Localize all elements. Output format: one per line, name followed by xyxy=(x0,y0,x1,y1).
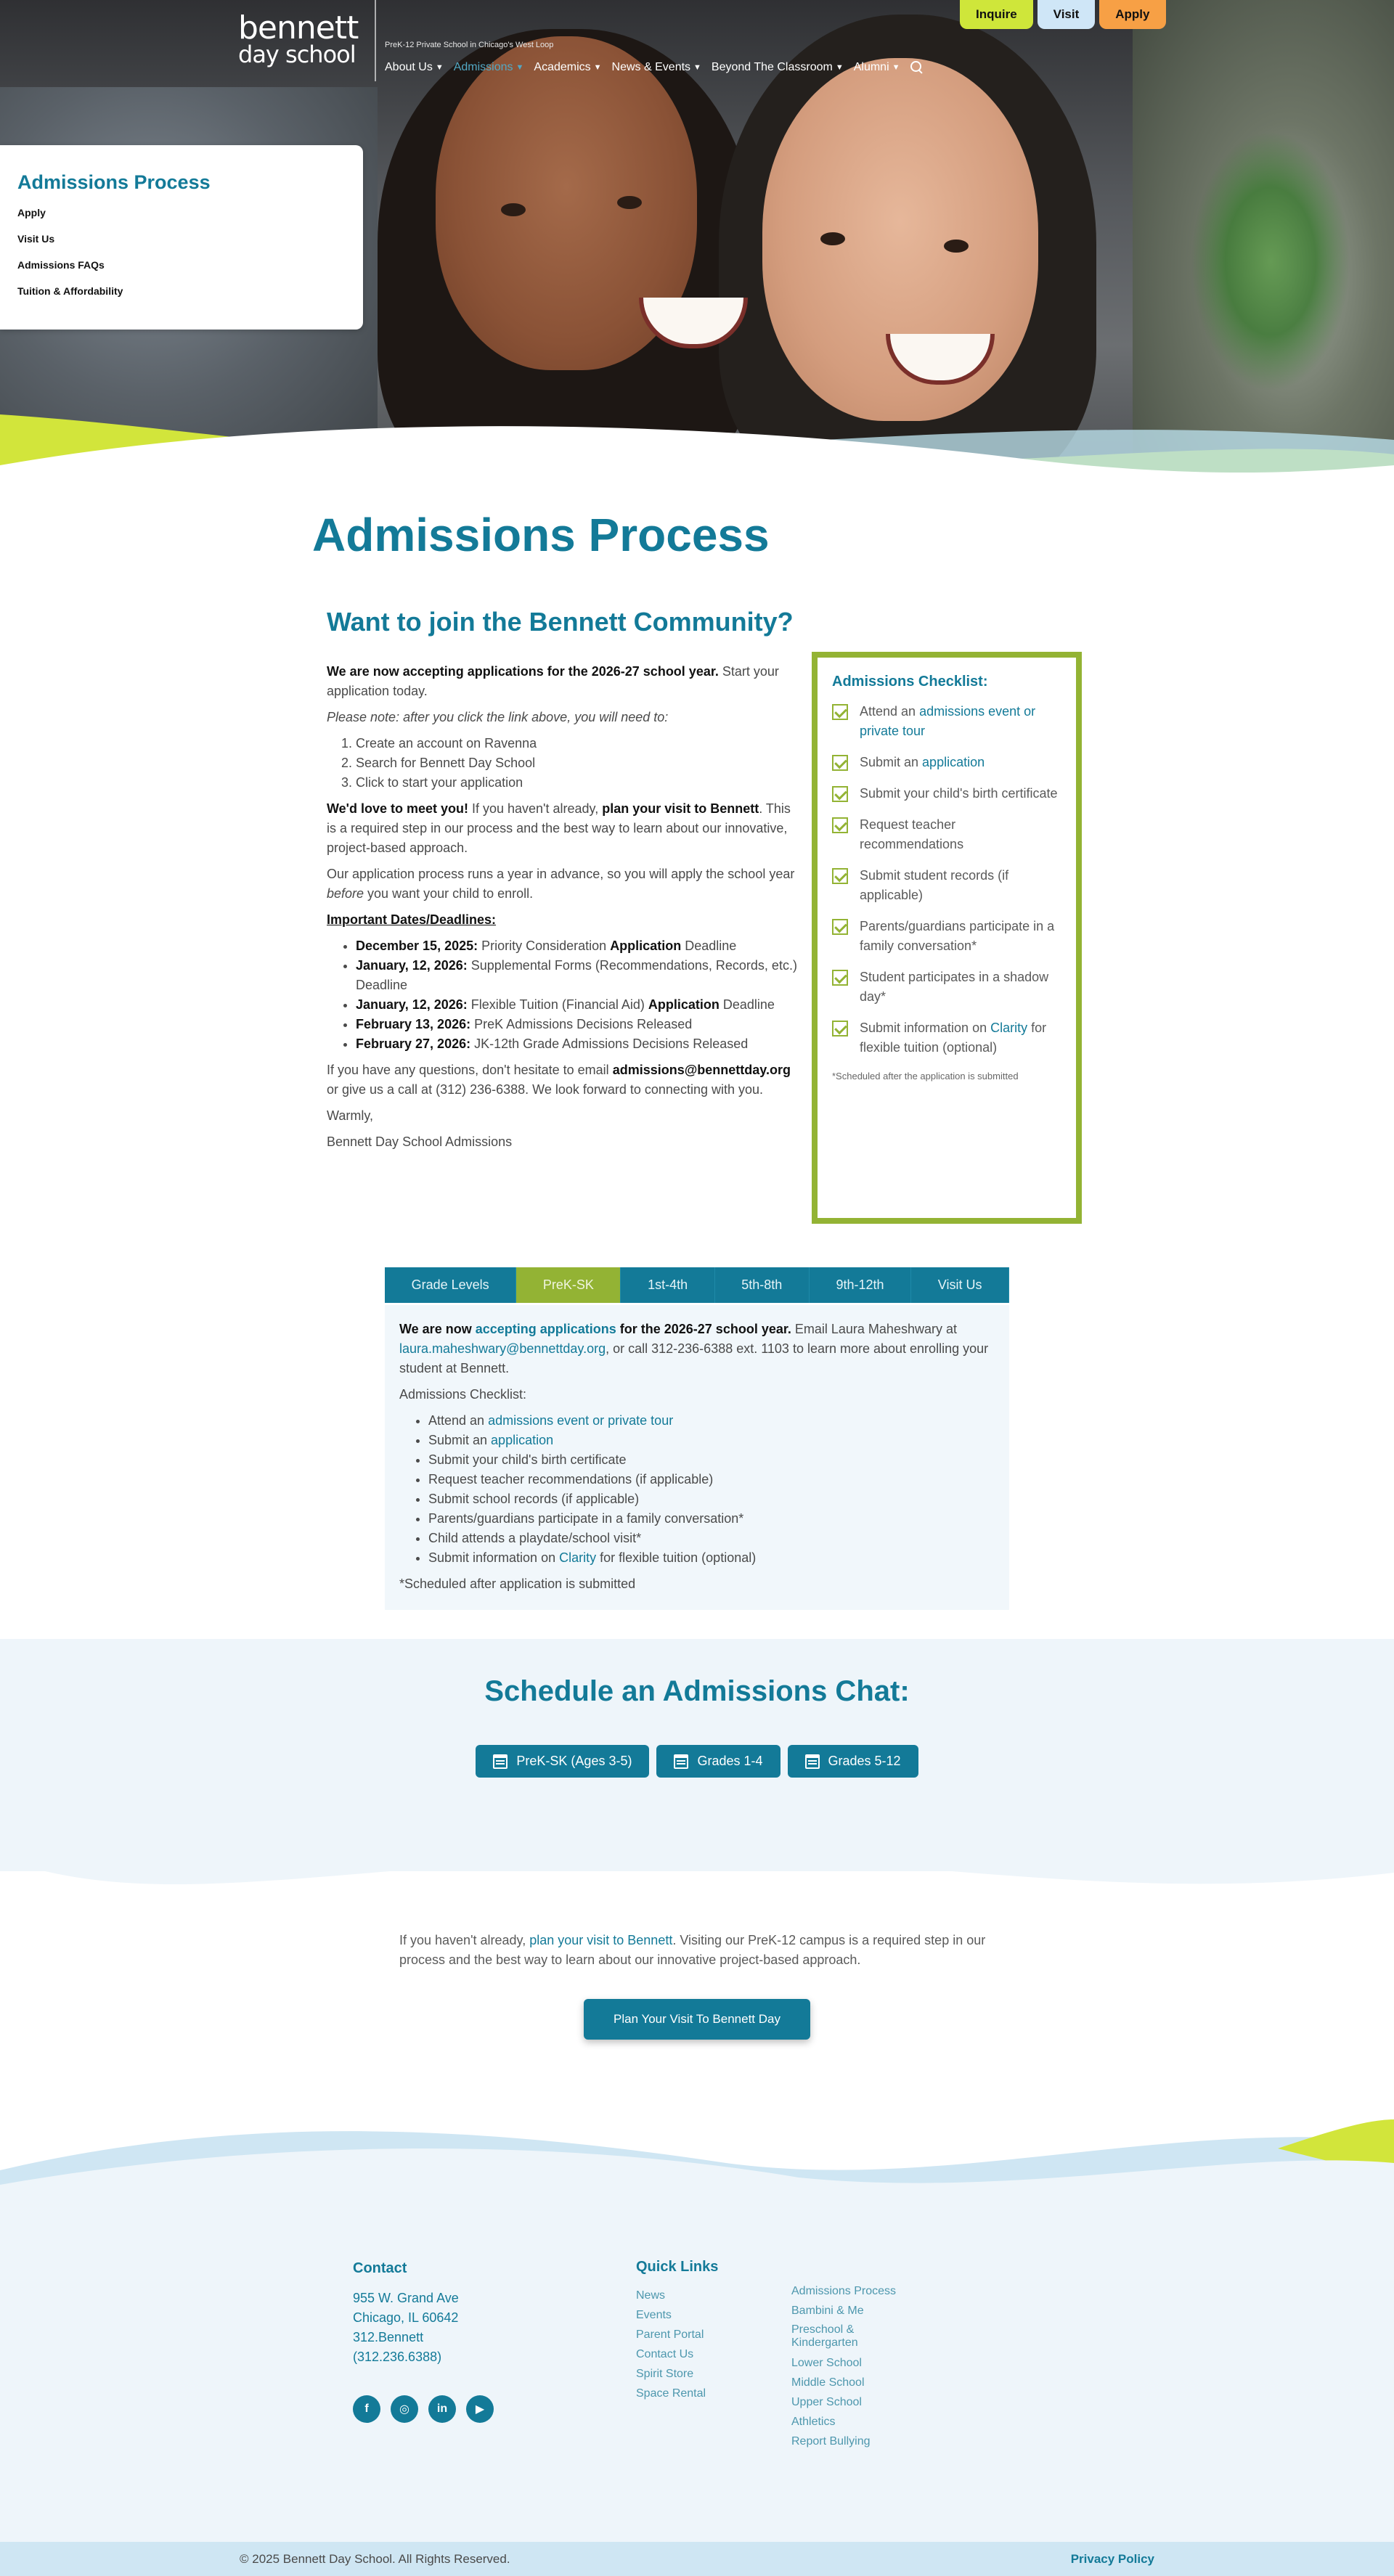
text: Attend an xyxy=(428,1413,489,1428)
checkbox-icon xyxy=(832,755,848,771)
checklist-text xyxy=(860,1018,1061,1058)
nav-admissions[interactable] xyxy=(454,61,524,74)
tab-prek-sk[interactable]: PreK-SK xyxy=(516,1267,621,1303)
date: December 15, 2025: xyxy=(356,939,478,953)
main-nav xyxy=(385,61,924,74)
bold-text: We are now xyxy=(399,1322,476,1336)
footer-link[interactable]: Events xyxy=(636,2309,672,2321)
footer-link[interactable]: Space Rental xyxy=(636,2387,706,2400)
footer-link[interactable]: Contact Us xyxy=(636,2348,694,2360)
tab-panel-prek-sk xyxy=(385,1305,1009,1610)
admissions-checklist xyxy=(812,652,1082,1224)
hero-wave-divider xyxy=(0,414,1394,494)
eye xyxy=(501,203,526,216)
tab-footnote: *Scheduled after application is submitted xyxy=(399,1577,636,1591)
schedule-grades-5-12-button[interactable] xyxy=(788,1745,918,1778)
clarity-link[interactable]: Clarity xyxy=(990,1021,1028,1035)
intro-text: Start your application today. xyxy=(327,664,779,698)
text: . Visiting our PreK-12 campus is a required step in our process and the best way to learn about our innovative project-based approach. xyxy=(399,1933,986,1967)
logo-line-1: bennett xyxy=(238,9,359,46)
eye xyxy=(820,232,845,245)
text: , or call 312-236-6388 ext. 1103 to learn more about enrolling your student at Bennett. xyxy=(399,1341,989,1375)
bennett-logo[interactable] xyxy=(238,9,359,68)
eye xyxy=(944,240,969,253)
checkbox-icon xyxy=(832,970,848,986)
checklist-text: Parents/guardians participate in a family conversation* xyxy=(860,919,1055,953)
address-line: 955 W. Grand Ave xyxy=(353,2291,459,2305)
nav-label: Academics xyxy=(534,61,591,73)
calendar-icon xyxy=(805,1754,820,1769)
privacy-policy-link[interactable]: Privacy Policy xyxy=(1070,2552,1154,2566)
list-item xyxy=(428,1548,995,1568)
tab-checklist xyxy=(428,1411,995,1568)
button-label: Grades 5-12 xyxy=(828,1754,901,1768)
list-item: 3. Click to start your application xyxy=(356,773,800,793)
checklist-text: Submit your child's birth certificate xyxy=(860,786,1058,801)
checklist-text xyxy=(860,702,1061,741)
list-item xyxy=(356,936,800,956)
visit-paragraph xyxy=(327,799,800,858)
dates-heading: Important Dates/Deadlines: xyxy=(327,912,497,927)
schedule-title: Schedule an Admissions Chat: xyxy=(484,1675,910,1707)
tab-visit-us[interactable]: Visit Us xyxy=(911,1267,1009,1303)
date: January, 12, 2026: xyxy=(356,997,468,1012)
list-item xyxy=(428,1411,995,1431)
tab-checklist-label: Admissions Checklist: xyxy=(399,1387,527,1402)
footer-link[interactable]: Middle School xyxy=(791,2376,865,2389)
checklist-item xyxy=(832,917,1061,956)
tagline: PreK-12 Private School in Chicago's West Loop xyxy=(385,41,554,49)
youtube-icon[interactable]: ▶ xyxy=(466,2395,494,2423)
intro-paragraph xyxy=(327,662,800,701)
signoff-warmly: Warmly, xyxy=(327,1108,373,1123)
list-item xyxy=(356,1034,800,1054)
bold-text: for the 2026-27 school year. xyxy=(616,1322,791,1336)
schedule-grades-1-4-button[interactable] xyxy=(656,1745,780,1778)
list-item xyxy=(356,956,800,995)
footer-link[interactable]: Upper School xyxy=(791,2396,862,2408)
checklist-text xyxy=(860,753,985,772)
logo-divider xyxy=(375,0,376,81)
checklist-item xyxy=(832,1018,1061,1058)
checkbox-icon xyxy=(832,704,848,720)
emphasis: before xyxy=(327,886,364,901)
footer-link[interactable]: Lower School xyxy=(791,2357,862,2369)
site-footer xyxy=(0,2192,1394,2542)
text: Attend an xyxy=(860,704,920,719)
nav-news-events[interactable] xyxy=(612,61,701,74)
clarity-link[interactable]: Clarity xyxy=(559,1550,597,1565)
plan-visit-link[interactable]: plan your visit to Bennett xyxy=(602,801,759,816)
grade-level-tabs xyxy=(385,1267,1009,1303)
contact-paragraph xyxy=(327,1060,800,1100)
plant-image xyxy=(1191,131,1350,392)
checklist-item xyxy=(832,866,1061,905)
application-link[interactable]: application xyxy=(491,1433,554,1447)
admissions-event-link[interactable]: admissions event or private tour xyxy=(488,1413,674,1428)
accepting-applications-link[interactable]: accepting applications xyxy=(475,1322,616,1336)
list-item: • Submit your child's birth certificate xyxy=(428,1450,995,1470)
chevron-down-icon: ▼ xyxy=(593,63,602,72)
text: or give us a call at (312) 236-6388. We look forward to connecting with you. xyxy=(327,1082,763,1097)
nav-label: Beyond The Classroom xyxy=(711,61,833,73)
phone-link[interactable]: (312.236.6388) xyxy=(353,2350,442,2364)
email-link[interactable]: admissions@bennettday.org xyxy=(612,1063,791,1077)
facebook-icon[interactable]: f xyxy=(353,2395,380,2423)
bold-text: Application xyxy=(648,997,720,1012)
text: for flexible tuition (optional) xyxy=(860,1021,1047,1055)
footer-link[interactable]: Report Bullying xyxy=(791,2435,871,2448)
list-item xyxy=(428,1431,995,1450)
footer-link[interactable]: Admissions Process xyxy=(791,2285,897,2297)
checklist-item xyxy=(832,753,1061,772)
calendar-icon xyxy=(674,1754,688,1769)
button-label: Grades 1-4 xyxy=(697,1754,763,1768)
schedule-wave-divider xyxy=(0,1829,1394,1916)
footer-contact-title: Contact xyxy=(353,2260,407,2276)
footer-link[interactable]: Bambini & Me xyxy=(791,2305,864,2317)
nav-about-us[interactable] xyxy=(385,61,444,74)
copyright-bar xyxy=(0,2542,1394,2576)
intro-bold[interactable]: We are now accepting applications for the 2026-27 school year. xyxy=(327,664,719,679)
section-sidebar xyxy=(0,145,363,330)
footer-contact xyxy=(353,2259,459,2367)
nav-label: Admissions xyxy=(453,61,513,73)
checkbox-icon xyxy=(832,919,848,935)
chevron-down-icon: ▼ xyxy=(693,63,701,72)
checklist-item xyxy=(832,702,1061,741)
checklist-text: Submit student records (if applicable) xyxy=(860,868,1009,902)
tab-grade-levels[interactable]: Grade Levels xyxy=(385,1267,516,1303)
logo-line-2: day school xyxy=(238,41,356,68)
chevron-down-icon: ▼ xyxy=(435,63,444,72)
checkbox-icon xyxy=(832,1021,848,1036)
address-line: Chicago, IL 60642 xyxy=(353,2310,459,2325)
admissions-event-link[interactable]: admissions event or private tour xyxy=(860,704,1036,738)
instagram-icon[interactable]: ◎ xyxy=(391,2395,418,2423)
list-item xyxy=(356,995,800,1015)
sidebar-item-faqs[interactable]: Admissions FAQs xyxy=(17,259,105,271)
bold-text: We'd love to meet you! xyxy=(327,801,468,816)
text: Email Laura Maheshwary at xyxy=(791,1322,957,1336)
chevron-down-icon: ▼ xyxy=(835,63,844,72)
linkedin-icon[interactable]: in xyxy=(428,2395,456,2423)
quick-links-col-1 xyxy=(636,2286,718,2403)
list-item: 2. Search for Bennett Day School xyxy=(356,753,800,773)
nav-beyond-classroom[interactable] xyxy=(712,61,844,74)
checklist-title: Admissions Checklist: xyxy=(832,674,988,690)
phone-link[interactable]: 312.Bennett xyxy=(353,2330,424,2344)
footer-link[interactable]: News xyxy=(636,2289,666,2302)
footer-quick-links xyxy=(636,2259,718,2403)
schedule-buttons xyxy=(0,1745,1394,1778)
copyright-text: © 2025 Bennett Day School. All Rights Reserved. xyxy=(240,2552,510,2566)
email-link[interactable]: laura.maheshwary@bennettday.org xyxy=(399,1341,606,1356)
tab-intro xyxy=(399,1320,995,1378)
sidebar-item-visit-us[interactable]: Visit Us xyxy=(17,233,55,245)
checkbox-icon xyxy=(832,817,848,833)
nav-label: About Us xyxy=(385,61,433,73)
text: Submit an xyxy=(428,1433,492,1447)
sidebar-title: Admissions Process xyxy=(17,171,211,193)
admissions-intro xyxy=(327,662,800,1158)
text: . This is a required step in our process and the best way to learn about our innovative, project-based approach. xyxy=(327,801,791,855)
plan-visit-button[interactable]: Plan Your Visit To Bennett Day xyxy=(584,1999,810,2040)
inquire-button[interactable]: Inquire xyxy=(960,0,1033,29)
signoff-name: Bennett Day School Admissions xyxy=(327,1134,513,1149)
footer-quick-title: Quick Links xyxy=(636,2259,719,2275)
text: Supplemental Forms (Recommendations, Records, etc.) Deadline xyxy=(356,958,797,992)
date: February 13, 2026: xyxy=(356,1017,471,1031)
text: Submit information on xyxy=(428,1550,560,1565)
text: Our application process runs a year in advance, so you will apply the school year xyxy=(327,867,795,881)
list-item: 1. Create an account on Ravenna xyxy=(356,734,800,753)
checkbox-icon xyxy=(832,868,848,884)
plan-visit-text xyxy=(399,1931,995,1970)
list-item: • Parents/guardians participate in a family conversation* xyxy=(428,1509,995,1529)
bold-text: Application xyxy=(610,939,682,953)
timing-paragraph xyxy=(327,864,800,904)
text: Deadline xyxy=(681,939,737,953)
text: for flexible tuition (optional) xyxy=(596,1550,757,1565)
checklist-item xyxy=(832,815,1061,854)
eye xyxy=(617,196,642,209)
text: Priority Consideration xyxy=(478,939,611,953)
text: If you haven't already, xyxy=(468,801,603,816)
visit-button[interactable]: Visit xyxy=(1038,0,1096,29)
date: January, 12, 2026: xyxy=(356,958,468,973)
text: JK-12th Grade Admissions Decisions Released xyxy=(470,1036,749,1051)
page-title: Admissions Process xyxy=(312,509,770,561)
note-text: Please note: after you click the link above, you will need to: xyxy=(327,710,669,724)
date: February 27, 2026: xyxy=(356,1036,471,1051)
chevron-down-icon: ▼ xyxy=(515,63,524,72)
text: Submit an xyxy=(860,755,923,769)
steps-list xyxy=(356,734,800,793)
social-links xyxy=(353,2395,494,2423)
nav-alumni[interactable] xyxy=(854,61,900,74)
checklist-footnote: *Scheduled after the application is submitted xyxy=(832,1071,1019,1081)
quick-links-col-2 xyxy=(791,2281,915,2451)
top-action-buttons xyxy=(960,0,1166,29)
sidebar-item-tuition[interactable]: Tuition & Affordability xyxy=(17,285,123,297)
calendar-icon xyxy=(493,1754,508,1769)
nav-academics[interactable] xyxy=(534,61,601,74)
footer-link[interactable]: Spirit Store xyxy=(636,2368,694,2380)
text: Deadline xyxy=(719,997,775,1012)
apply-button[interactable]: Apply xyxy=(1099,0,1165,29)
checklist-text: Request teacher recommendations xyxy=(860,817,964,851)
checklist-item xyxy=(832,968,1061,1007)
search-icon[interactable] xyxy=(910,61,924,74)
nav-label: News & Events xyxy=(611,61,691,73)
chevron-down-icon: ▼ xyxy=(892,63,900,72)
checklist-text: Student participates in a shadow day* xyxy=(860,970,1049,1004)
tab-1st-4th[interactable]: 1st-4th xyxy=(621,1267,714,1303)
text: Submit information on xyxy=(860,1021,991,1035)
text: Flexible Tuition (Financial Aid) xyxy=(467,997,648,1012)
list-item xyxy=(356,1015,800,1034)
text: PreK Admissions Decisions Released xyxy=(470,1017,693,1031)
text: you want your child to enroll. xyxy=(364,886,534,901)
schedule-prek-sk-button[interactable] xyxy=(476,1745,649,1778)
list-item: • Child attends a playdate/school visit* xyxy=(428,1529,995,1548)
text: If you haven't already, xyxy=(399,1933,530,1947)
application-link[interactable]: application xyxy=(922,755,985,769)
footer-link[interactable]: Parent Portal xyxy=(636,2328,704,2341)
footer-link[interactable]: Preschool & Kindergarten xyxy=(791,2323,858,2349)
checkbox-icon xyxy=(832,786,848,802)
nav-label: Alumni xyxy=(853,61,889,73)
list-item: • Request teacher recommendations (if applicable) xyxy=(428,1470,995,1489)
checklist-item xyxy=(832,784,1061,804)
footer-link[interactable]: Athletics xyxy=(791,2416,836,2428)
text: If you have any questions, don't hesitate to email xyxy=(327,1063,613,1077)
tab-9th-12th[interactable]: 9th-12th xyxy=(810,1267,911,1303)
dates-list xyxy=(356,936,800,1054)
list-item: • Submit school records (if applicable) xyxy=(428,1489,995,1509)
intro-heading: Want to join the Bennett Community? xyxy=(327,607,794,637)
sidebar-item-apply[interactable]: Apply xyxy=(17,207,46,218)
plan-visit-link[interactable]: plan your visit to Bennett xyxy=(529,1933,673,1947)
tab-5th-8th[interactable]: 5th-8th xyxy=(715,1267,810,1303)
button-label: PreK-SK (Ages 3-5) xyxy=(516,1754,632,1768)
